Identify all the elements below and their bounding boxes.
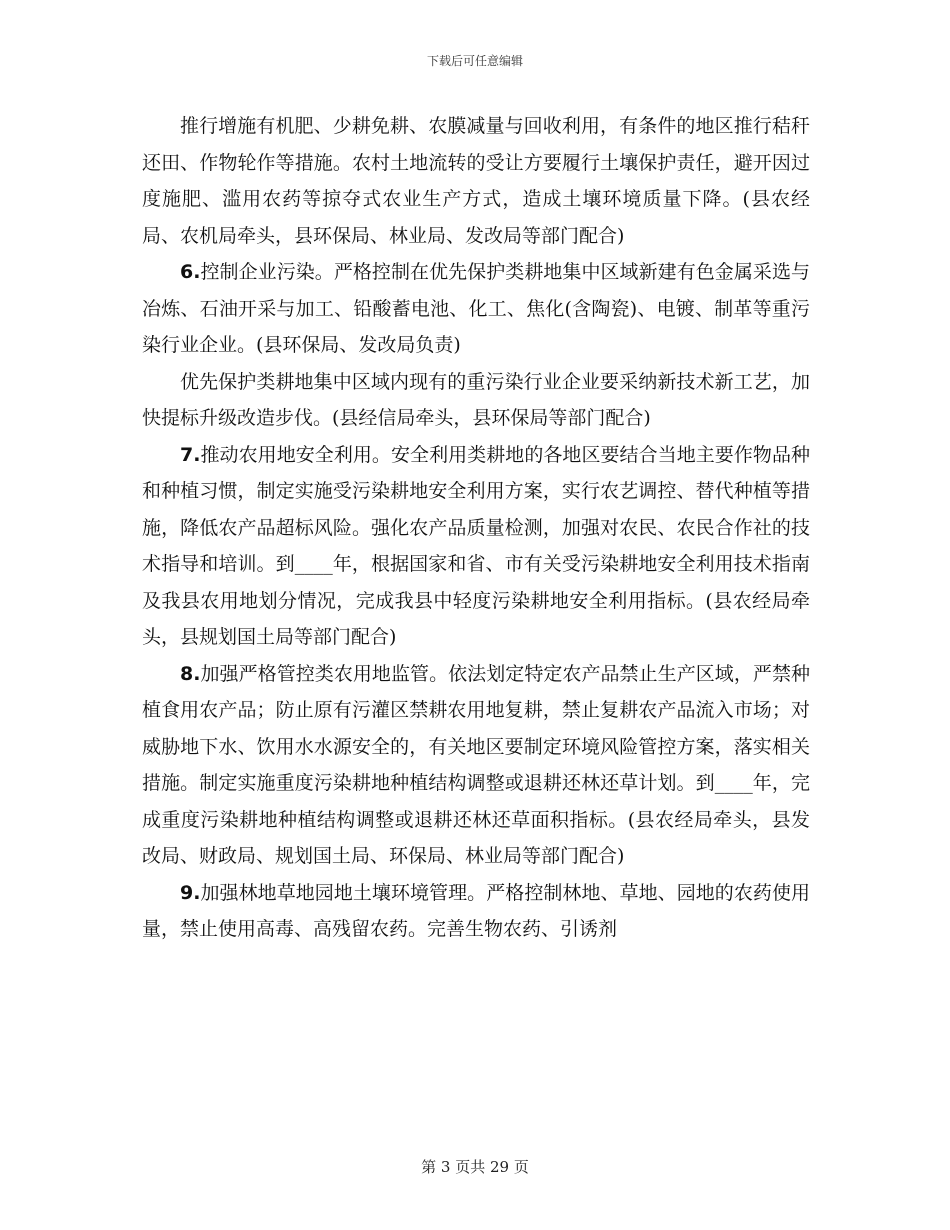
page-footer: 第 3 页共 29 页 <box>421 1158 529 1176</box>
paragraph-text: 加强严格管控类农用地监管。依法划定特定农产品禁止生产区域，严禁种植食用农产品；防止原有污灌区禁耕农用地复耕，禁止复耕农产品流入市场；对威胁地下水、饮用水水源安全的，有关地区要制定环境风险管控方案，落实相关措施。制定实施重度污染耕地种植结构调整或退耕还林还草计划。到____年，完成重度污染耕地种植结构调整或退耕还林还草面积指标。(县农经局牵头，县发改局、财政局、规划国土局、环保局、林业局等部门配合) <box>142 662 810 867</box>
paragraph-text: 加强林地草地园地土壤环境管理。严格控制林地、草地、园地的农药使用量，禁止使用高毒、高残留农药。完善生物农药、引诱剂 <box>142 881 810 940</box>
paragraph <box>142 437 810 656</box>
item-number: 8. <box>180 662 201 685</box>
paragraph <box>142 364 810 437</box>
paragraph <box>142 254 810 364</box>
paragraph <box>142 108 810 254</box>
paragraph <box>142 875 810 948</box>
document-body <box>142 108 810 948</box>
paragraph-text: 推行增施有机肥、少耕免耕、农膜减量与回收利用，有条件的地区推行秸秆还田、作物轮作等措施。农村土地流转的受让方要履行土壤保护责任，避开因过度施肥、滥用农药等掠夺式农业生产方式，造成土壤环境质量下降。(县农经局、农机局牵头，县环保局、林业局、发改局等部门配合) <box>142 115 810 247</box>
paragraph <box>142 656 810 875</box>
item-number: 9. <box>180 881 201 904</box>
item-number: 6. <box>180 261 201 283</box>
paragraph-text: 推动农用地安全利用。安全利用类耕地的各地区要结合当地主要作物品种和种植习惯，制定实施受污染耕地安全利用方案，实行农艺调控、替代种植等措施，降低农产品超标风险。强化农产品质量检测，加强对农民、农民合作社的技术指导和培训。到____年，根据国家和省、市有关受污染耕地安全利用技术指南及我县农用地划分情况，完成我县中轻度污染耕地安全利用指标。(县农经局牵头，县规划国土局等部门配合) <box>142 443 810 648</box>
paragraph-text: 优先保护类耕地集中区域内现有的重污染行业企业要采纳新技术新工艺，加快提标升级改造步伐。(县经信局牵头，县环保局等部门配合) <box>142 370 810 429</box>
paragraph-text: 控制企业污染。严格控制在优先保护类耕地集中区域新建有色金属采选与冶炼、石油开采与加工、铅酸蓄电池、化工、焦化(含陶瓷)、电镀、制革等重污染行业企业。(县环保局、发改局负责) <box>142 261 810 356</box>
item-number: 7. <box>180 443 201 466</box>
header-note: 下载后可任意编辑 <box>426 54 523 68</box>
